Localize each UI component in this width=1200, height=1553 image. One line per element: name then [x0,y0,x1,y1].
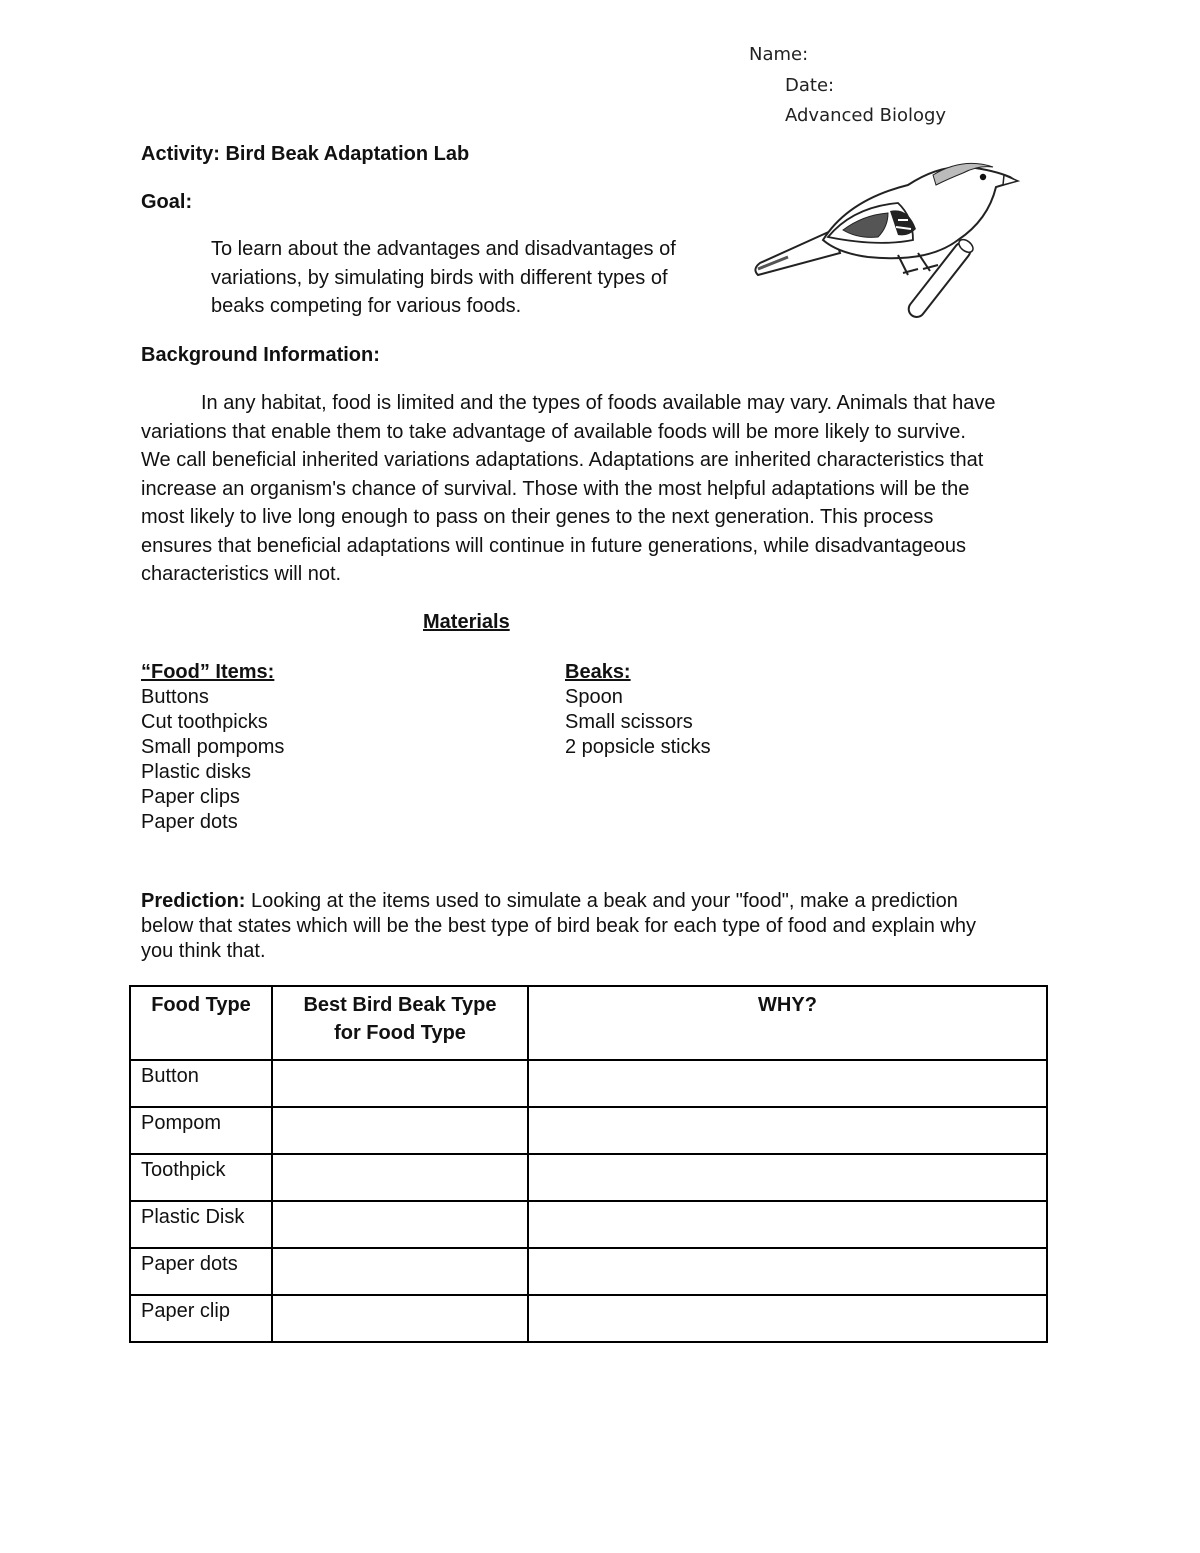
prediction-line: Looking at the items used to simulate a beak and your "food", make a prediction [245,890,958,912]
beaks-list [565,660,711,760]
table-row [130,1295,1047,1342]
prediction-label: Prediction: [141,890,246,912]
goal-line: To learn about the advantages and disadvantages of [211,238,676,260]
beak-answer-cell[interactable] [272,1248,528,1295]
why-answer-cell[interactable] [528,1201,1047,1248]
bird-on-perch-icon [748,145,1028,330]
date-label: Date: [785,75,835,96]
list-item: Paper clips [141,786,240,808]
background-heading: Background Information: [141,344,380,366]
name-label: Name: [749,44,809,65]
list-item: Plastic disks [141,761,252,783]
beaks-heading: Beaks: [565,661,631,683]
goal-line: variations, by simulating birds with different types of [211,266,668,289]
background-line: We call beneficial inherited variations adaptations. Adaptations are inherited characteristics that [141,449,984,471]
food-items-list [141,660,284,835]
table-row [130,1107,1047,1154]
list-item: Small scissors [565,711,693,733]
list-item: Cut toothpicks [141,711,268,733]
background-line: most likely to live long enough to pass on their genes to the next generation. This process [141,506,934,528]
food-type-cell: Plastic Disk [130,1201,272,1248]
list-item: Small pompoms [141,736,285,758]
background-paragraph [141,389,1071,589]
prediction-line: you think that. [141,940,266,962]
food-type-cell: Toothpick [130,1154,272,1201]
materials-heading: Materials [423,611,510,633]
course-label: Advanced Biology [785,105,947,126]
why-answer-cell[interactable] [528,1107,1047,1154]
column-header-best-beak: Best Bird Beak Type for Food Type [272,986,528,1060]
goal-heading: Goal: [141,191,193,213]
beak-answer-cell[interactable] [272,1060,528,1107]
table-header-row [130,986,1047,1060]
why-answer-cell[interactable] [528,1154,1047,1201]
prediction-table [129,985,1048,1343]
why-answer-cell[interactable] [528,1060,1047,1107]
food-type-cell: Button [130,1060,272,1107]
beak-answer-cell[interactable] [272,1154,528,1201]
background-line: variations that enable them to take advantage of available foods will be more likely to survive. [141,420,966,443]
goal-line: beaks competing for various foods. [211,295,522,317]
beak-answer-cell[interactable] [272,1201,528,1248]
activity-title: Activity: Bird Beak Adaptation Lab [141,143,470,165]
background-line: ensures that beneficial adaptations will continue in future generations, while disadvantageous [141,534,966,557]
why-answer-cell[interactable] [528,1295,1047,1342]
food-type-cell: Paper dots [130,1248,272,1295]
food-type-cell: Pompom [130,1107,272,1154]
why-answer-cell[interactable] [528,1248,1047,1295]
prediction-paragraph [141,889,1061,964]
table-row [130,1248,1047,1295]
background-line: characteristics will not. [141,563,342,585]
background-line: In any habitat, food is limited and the types of foods available may vary. Animals that have [201,392,996,414]
table-row [130,1201,1047,1248]
table-row [130,1154,1047,1201]
background-line: increase an organism's chance of survival. Those with the most helpful adaptations will be the [141,477,970,500]
prediction-line: below that states which will be the best type of bird beak for each type of food and explain why [141,915,976,937]
food-items-heading: “Food” Items: [141,661,275,683]
list-item: Buttons [141,686,209,708]
table-row [130,1060,1047,1107]
list-item: Paper dots [141,811,238,833]
column-header-food-type: Food Type [130,986,272,1060]
goal-text [211,235,731,321]
food-type-cell: Paper clip [130,1295,272,1342]
list-item: 2 popsicle sticks [565,736,711,758]
beak-answer-cell[interactable] [272,1295,528,1342]
column-header-why: WHY? [528,986,1047,1060]
beak-answer-cell[interactable] [272,1107,528,1154]
list-item: Spoon [565,686,623,708]
